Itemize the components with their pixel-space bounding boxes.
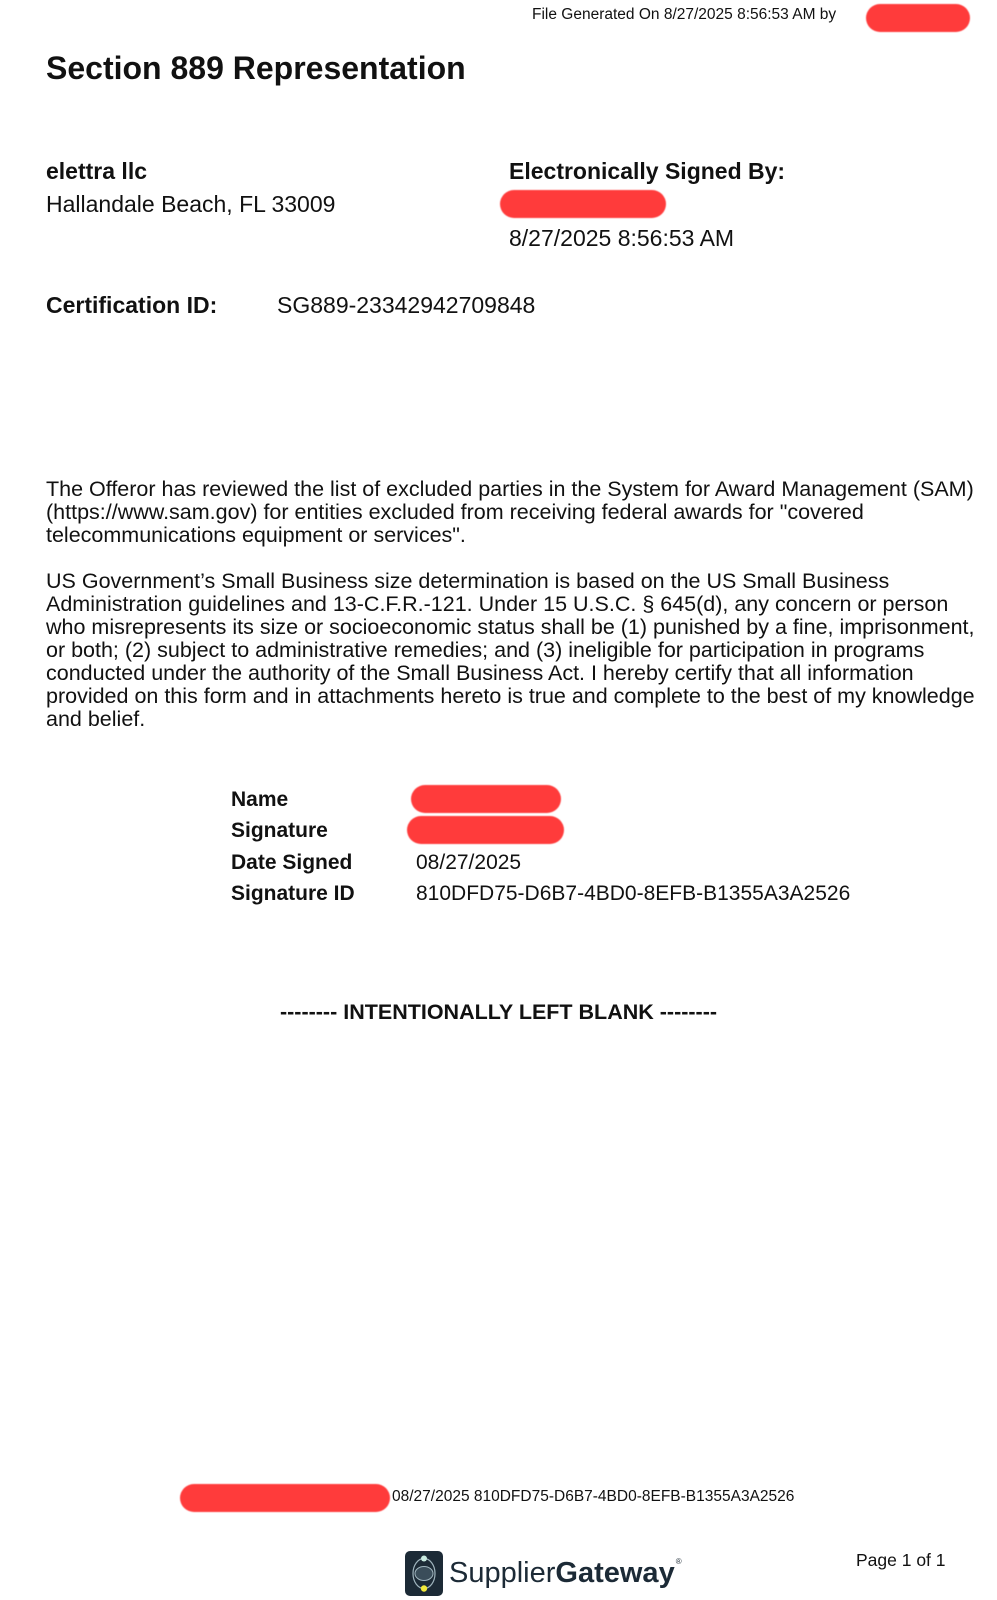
date-signed-label: Date Signed xyxy=(231,851,353,874)
signature-id-label: Signature ID xyxy=(231,882,355,905)
signature-id-value: 810DFD75-D6B7-4BD0-8EFB-B1355A3A2526 xyxy=(416,882,851,905)
date-signed-value: 08/27/2025 xyxy=(416,851,522,874)
name-label: Name xyxy=(231,788,289,811)
redacted-generator-name xyxy=(866,4,970,32)
redacted-name-value xyxy=(411,785,561,813)
supplier-gateway-logo-icon xyxy=(405,1551,443,1596)
redacted-signer-name xyxy=(500,190,666,218)
supplier-gateway-logo xyxy=(405,1551,682,1596)
redacted-footer-signer xyxy=(180,1484,390,1512)
offeror-company-name: elettra llc xyxy=(46,158,147,184)
sam-exclusion-paragraph: The Offeror has reviewed the list of excluded parties in the System for Award Management (SAM) (https://www.sam.gov) for entities excluded from receiving federal awards for "covered telecommunications equipment or services". xyxy=(46,477,974,547)
file-generated-text: File Generated On 8/27/2025 8:56:53 AM by xyxy=(532,6,837,23)
small-business-certification-paragraph: US Government’s Small Business size determination is based on the US Small Business Administration guidelines and 13-C.F.R.-121. Under 15 U.S.C. § 645(d), any concern or person who misrepresents its size or socioeconomic status shall be (1) punished by a fine, imprisonment, or both; (2) subject to administrative remedies; and (3) ineligible for participation in programs conducted under the authority of the Small Business Act. I hereby certify that all information provided on this form and in attachments hereto is true and complete to the best of my knowledge and belief. xyxy=(46,569,975,731)
page-number: Page 1 of 1 xyxy=(856,1550,946,1570)
footer-signature-line: 08/27/2025 810DFD75-D6B7-4BD0-8EFB-B1355A3A2526 xyxy=(392,1488,795,1505)
redacted-signature-value xyxy=(407,816,564,844)
supplier-gateway-wordmark xyxy=(449,1557,682,1590)
logo-text-supplier: Supplier xyxy=(449,1557,556,1589)
offeror-address: Hallandale Beach, FL 33009 xyxy=(46,191,336,217)
certification-id-label: Certification ID: xyxy=(46,292,218,318)
logo-text-gateway: Gateway xyxy=(555,1557,675,1589)
signature-label: Signature xyxy=(231,819,328,842)
page-title: Section 889 Representation xyxy=(46,50,466,86)
signed-datetime: 8/27/2025 8:56:53 AM xyxy=(509,225,735,251)
certification-id-value: SG889-23342942709848 xyxy=(277,292,536,318)
electronically-signed-by-label: Electronically Signed By: xyxy=(509,158,786,184)
intentionally-left-blank-note: -------- INTENTIONALLY LEFT BLANK -------- xyxy=(279,1000,718,1024)
logo-trademark: ® xyxy=(675,1557,682,1566)
